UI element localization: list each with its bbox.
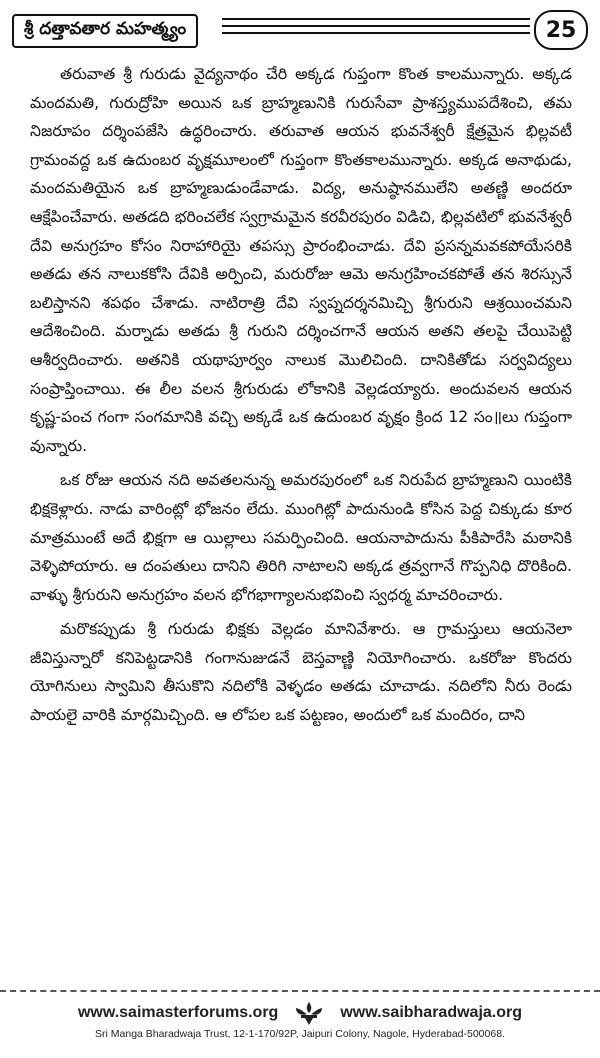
paragraph-2: ఒక రోజు ఆయన నది అవతలనున్న అమరపురంలో ఒక నిరుపేద బ్రాహ్మణుని యింటికి భిక్షకెళ్లారు. నాడు వారింట్లో భోజనం లేదు. ముంగిట్లో పాదునుండి కోసిన పెద్ద చిక్కుడు కూర మాత్రముంటే అదే భిక్షగా ఆ యిల్లాలు సమర్పించింది. ఆయనాపాదును పీకిపారేసి మఠానికి వెళ్ళిపోయారు. ఆ దంపతులు దానిని తిరిగి నాటాలని అక్కడ త్రవ్వగానే గొప్పనిధి దొరికింది. వాళ్ళు శ్రీగురుని అనుగ్రహం వలన భోగభాగ్యాలనుభవించి స్వధర్మ మాచరించారు. xyxy=(30,471,572,604)
book-title: శ్రీ దత్తావతార మహత్మ్యం xyxy=(12,14,198,48)
header-rules xyxy=(222,18,530,39)
footer-address: Sri Manga Bharadwaja Trust, 12-1-170/92P, Jaipuri Colony, Nagole, Hyderabad-500068. xyxy=(95,1028,505,1040)
trident-logo-icon xyxy=(292,1000,326,1026)
footer-divider xyxy=(0,990,600,992)
footer-links xyxy=(0,1000,600,1026)
paragraph-1: తరువాత శ్రీ గురుడు వైద్యనాథం చేరి అక్కడ గుప్తంగా కొంత కాలమున్నారు. అక్కడ మందమతి, గురుద్రోహి అయిన ఒక బ్రాహ్మణునికి గురుసేవా ప్రాశస్త్యముపదేశించి, తమ నిజరూపం దర్శింపజేసి ఉద్ధరించారు. తరువాత ఆయన భువనేశ్వరీ క్షేత్రమైన భిల్లవటీ గ్రామంవద్ద ఒక ఉదుంబర వృక్షమూలంలో గుప్తంగా కొంతకాలమున్నారు. అక్కడ అనాథుడు, మందమతియైన ఒక బ్రాహ్మణుడుండేవాడు. విద్య, అనుష్ఠానములేని అతణ్ణి అందరూ ఆక్షేపించేవారు. అతడది భరించలేక స్వగ్రామమైన కరవీరపురం విడిచి, భిల్లవటిలో భువనేశ్వరీ దేవి అనుగ్రహం కోసం నిరాహారియై తపస్సు ప్రారంభించాడు. దేవి ప్రసన్నమవకపోయేసరికి అతడు తన నాలుకకోసి దేవికి అర్పించి, మరురోజు ఆమె అనుగ్రహించకపోతే తన శిరస్సునే బలిస్తానని శపథం చేశాడు. నాటిరాత్రి దేవి స్వప్నదర్శనమిచ్చి శ్రీగురుని ఆశ్రయించమని ఆదేశించింది. మర్నాడు అతడు శ్రీ గురుని దర్శించగానే ఆయన అతని తలపై చేయిపెట్టి ఆశీర్వదించారు. అతనికి యథాపూర్వం నాలుక మొలిచింది. దానికితోడు సర్వవిద్యలు సంప్రాప్తించాయి. ఈ లీల వలన శ్రీగురుడు లోకానికి వెల్లడయ్యారు. అందువలన ఆయన కృష్ణ-పంచ గంగా సంగమానికి వచ్చి అక్కడే ఒక ఉదుంబర వృక్షం క్రింద 12 సం॥లు గుప్తంగా వున్నారు. xyxy=(30,65,572,455)
footer-site-right[interactable]: www.saibharadwaja.org xyxy=(340,1004,523,1021)
paragraph-3: మరొకప్పుడు శ్రీ గురుడు భిక్షకు వెల్లడం మానివేశారు. ఆ గ్రామస్తులు ఆయనెలా జీవిస్తున్నారో కనిపెట్టడానికి గంగానుజుడనే బెస్తవాణ్ణి నియోగించారు. ఒకరోజు కొందరు యోగినులు స్వామిని తీసుకొని నదిలోకి వెళ్ళడం అతడు చూచాడు. నదిలోని నీరు రెండు పాయలై వారికి మార్గమిచ్చింది. ఆ లోపల ఒక పట్టణం, అందులో ఒక మందిరం, దాని xyxy=(30,620,572,725)
footer-site-left[interactable]: www.saimasterforums.org xyxy=(77,1004,279,1021)
page-body xyxy=(30,60,572,984)
page-header xyxy=(12,10,588,52)
page-number: 25 xyxy=(534,10,588,50)
page-footer xyxy=(0,1000,600,1050)
